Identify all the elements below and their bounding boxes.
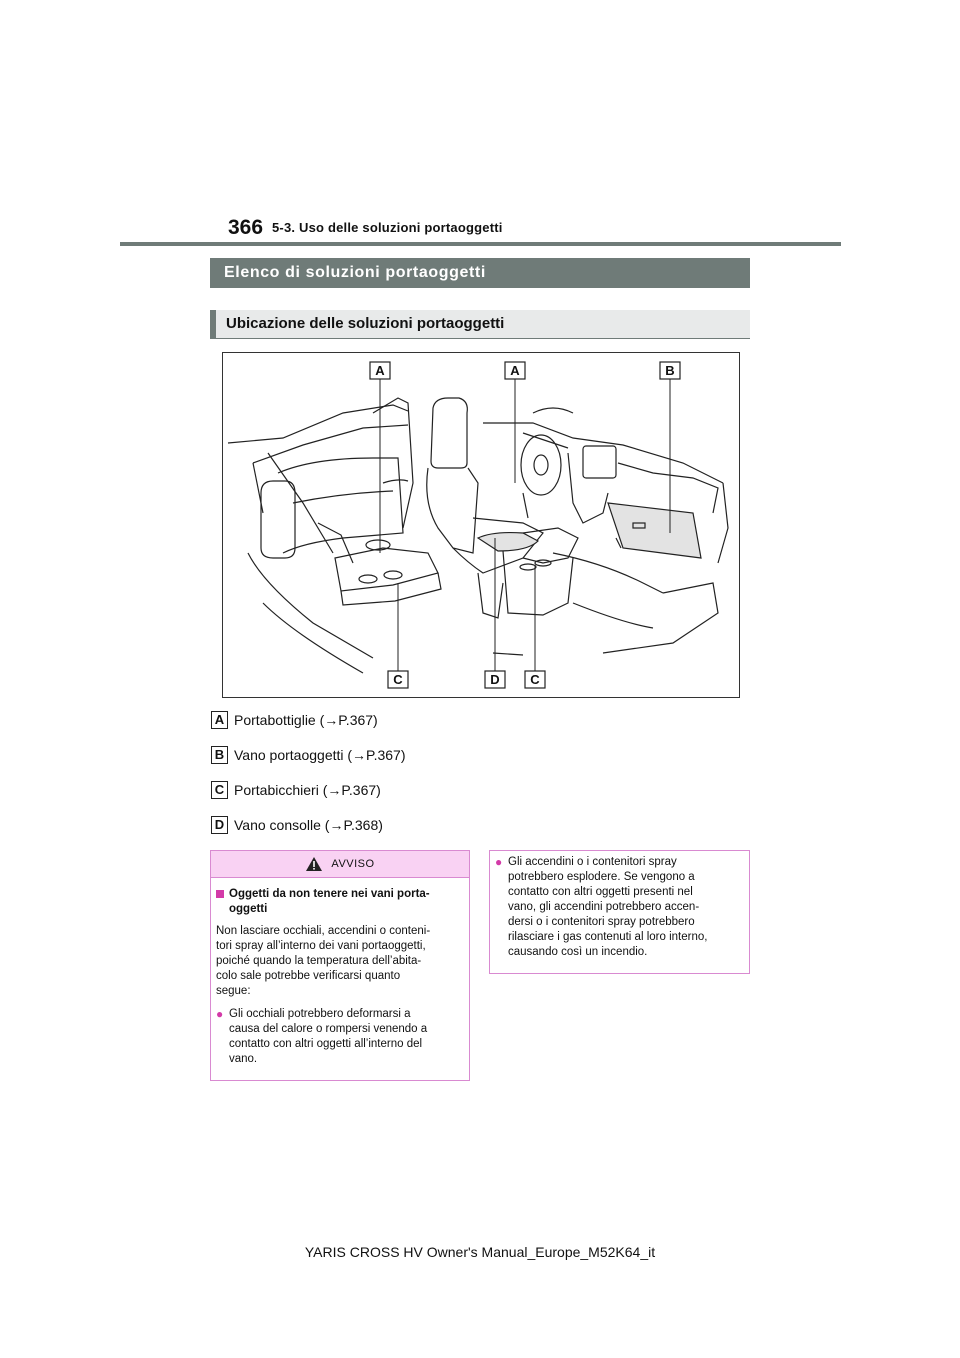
legend-text: Portabottiglie (→P.367) — [234, 712, 378, 728]
breadcrumb: 5-3. Uso delle soluzioni portaoggetti — [272, 220, 503, 235]
legend-item-console-box — [211, 815, 383, 835]
warning-bullet-line: causando così un incendio. — [508, 946, 648, 958]
page-number: 366 — [228, 216, 264, 239]
callout-label-c-right: C — [530, 672, 540, 687]
warning-bullet-line: Gli accendini o i contenitori spray — [508, 856, 677, 868]
warning-body-line: tori spray all’interno dei vani portaoggetti, — [216, 940, 426, 952]
legend-key: D — [211, 816, 228, 834]
legend-item-cup-holders — [211, 780, 381, 800]
circle-bullet-icon: ● — [216, 1007, 224, 1021]
footer-manual-title: YARIS CROSS HV Owner's Manual_Europe_M52K64_it — [304, 1244, 656, 1260]
warning-bullet-line: rilasciare i gas contenuti al loro interno, — [508, 931, 708, 943]
callout-label-a-right: A — [510, 363, 520, 378]
warning-bullet-line: potrebbero esplodere. Se vengono a — [508, 871, 695, 883]
square-bullet-icon — [216, 890, 224, 898]
warning-bullet-line: vano, gli accendini potrebbero accen- — [508, 901, 700, 913]
warning-body-line: colo sale potrebbe verificarsi quanto — [216, 970, 401, 982]
car-interior-illustration — [222, 352, 740, 698]
legend-key: B — [211, 746, 228, 764]
circle-bullet-icon: ● — [495, 855, 503, 869]
warning-body-line: Non lasciare occhiali, accendini o conteni- — [216, 925, 431, 937]
warning-bullet-line: contatto con altri oggetti presenti nel — [508, 886, 693, 898]
subsection-title: Ubicazione delle soluzioni portaoggetti — [210, 310, 750, 339]
warning-heading-line: Oggetti da non tenere nei vani porta- — [229, 888, 430, 900]
legend-item-bottle-holder — [211, 710, 378, 730]
callout-label-d: D — [490, 672, 500, 687]
header-divider — [120, 242, 841, 246]
car-interior-drawing — [223, 353, 739, 697]
warning-title: AVVISO — [331, 858, 375, 870]
warning-header — [211, 851, 469, 878]
section-title: Elenco di soluzioni portaoggetti — [210, 258, 750, 288]
warning-box-continued — [489, 850, 750, 974]
warning-box — [210, 850, 470, 1081]
warning-bullet-line: vano. — [229, 1053, 258, 1065]
callout-label-b: B — [665, 363, 675, 378]
legend-text: Portabicchieri (→P.367) — [234, 782, 381, 798]
callout-label-a-left: A — [375, 363, 385, 378]
warning-bullet-line: dersi o i contenitori spray potrebbero — [508, 916, 695, 928]
warning-bullet-line: Gli occhiali potrebbero deformarsi a — [229, 1008, 411, 1020]
legend-item-glove-box — [211, 745, 406, 765]
legend-text: Vano consolle (→P.368) — [234, 817, 383, 833]
warning-body-line: poiché quando la temperatura dell’abita- — [216, 955, 422, 967]
warning-bullet-line: causa del calore o rompersi venendo a — [229, 1023, 428, 1035]
legend-key: C — [211, 781, 228, 799]
warning-bullet-line: contatto con altri oggetti all’interno del — [229, 1038, 423, 1050]
legend-key: A — [211, 711, 228, 729]
legend-text: Vano portaoggetti (→P.367) — [234, 747, 406, 763]
warning-triangle-icon — [305, 856, 323, 872]
warning-body-line: segue: — [216, 985, 251, 997]
warning-heading-line: oggetti — [229, 903, 268, 915]
callout-label-c-left: C — [393, 672, 403, 687]
